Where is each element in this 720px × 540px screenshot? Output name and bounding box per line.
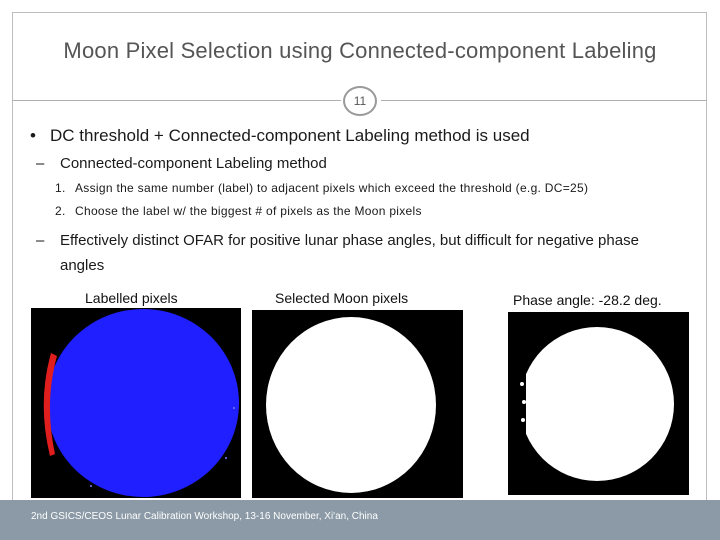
phase-moon-graphic [508, 312, 689, 495]
step-text: Assign the same number (label) to adjacent pixels which exceed the threshold (e.g. DC=25) [75, 181, 589, 195]
labelled-pixels-image [31, 308, 241, 498]
page-number-badge [343, 86, 377, 116]
step-number: 2. [55, 204, 66, 218]
sub-bullet-labeling-text: Connected-component Labeling method [60, 155, 327, 172]
speckle [225, 457, 227, 459]
step-number: 1. [55, 181, 66, 195]
step-item-1 [55, 181, 588, 195]
moon-selected-region [266, 317, 436, 493]
sub-bullet-marker: – [36, 232, 45, 249]
selected-moon-graphic [252, 310, 463, 498]
edge-pixel [520, 382, 524, 386]
sub-bullet-ofar [36, 228, 676, 278]
bullet-main-text: DC threshold + Connected-component Labeling method is used [50, 126, 530, 145]
step-item-2 [55, 204, 422, 218]
bullet-main [30, 126, 530, 146]
moon-phase-region [520, 327, 674, 481]
moon-label-region [47, 309, 239, 497]
selected-moon-caption: Selected Moon pixels [275, 290, 409, 306]
labelled-moon-graphic [31, 308, 241, 498]
footer-text: 2nd GSICS/CEOS Lunar Calibration Workshop, 13-16 November, Xi'an, China [31, 511, 378, 522]
edge-pixel [521, 418, 525, 422]
bullet-marker: • [30, 126, 36, 145]
title-divider-left [12, 100, 341, 101]
labelled-pixels-caption: Labelled pixels [85, 290, 178, 306]
slide-title: Moon Pixel Selection using Connected-component Labeling [63, 38, 657, 63]
speckle [233, 407, 235, 409]
sub-bullet-labeling [36, 155, 327, 172]
selected-moon-image [252, 310, 463, 498]
edge-pixel [522, 400, 526, 404]
title-divider-right [381, 100, 707, 101]
sub-bullet-marker: – [36, 155, 45, 172]
page-number: 11 [353, 94, 367, 108]
step-text: Choose the label w/ the biggest # of pixels as the Moon pixels [75, 204, 422, 218]
phase-angle-image [508, 312, 689, 495]
speckle [90, 485, 92, 487]
phase-angle-caption: Phase angle: -28.2 deg. [513, 292, 662, 308]
sub-bullet-ofar-text: Effectively distinct OFAR for positive lunar phase angles, but difficult for negative phase angles [60, 232, 639, 274]
